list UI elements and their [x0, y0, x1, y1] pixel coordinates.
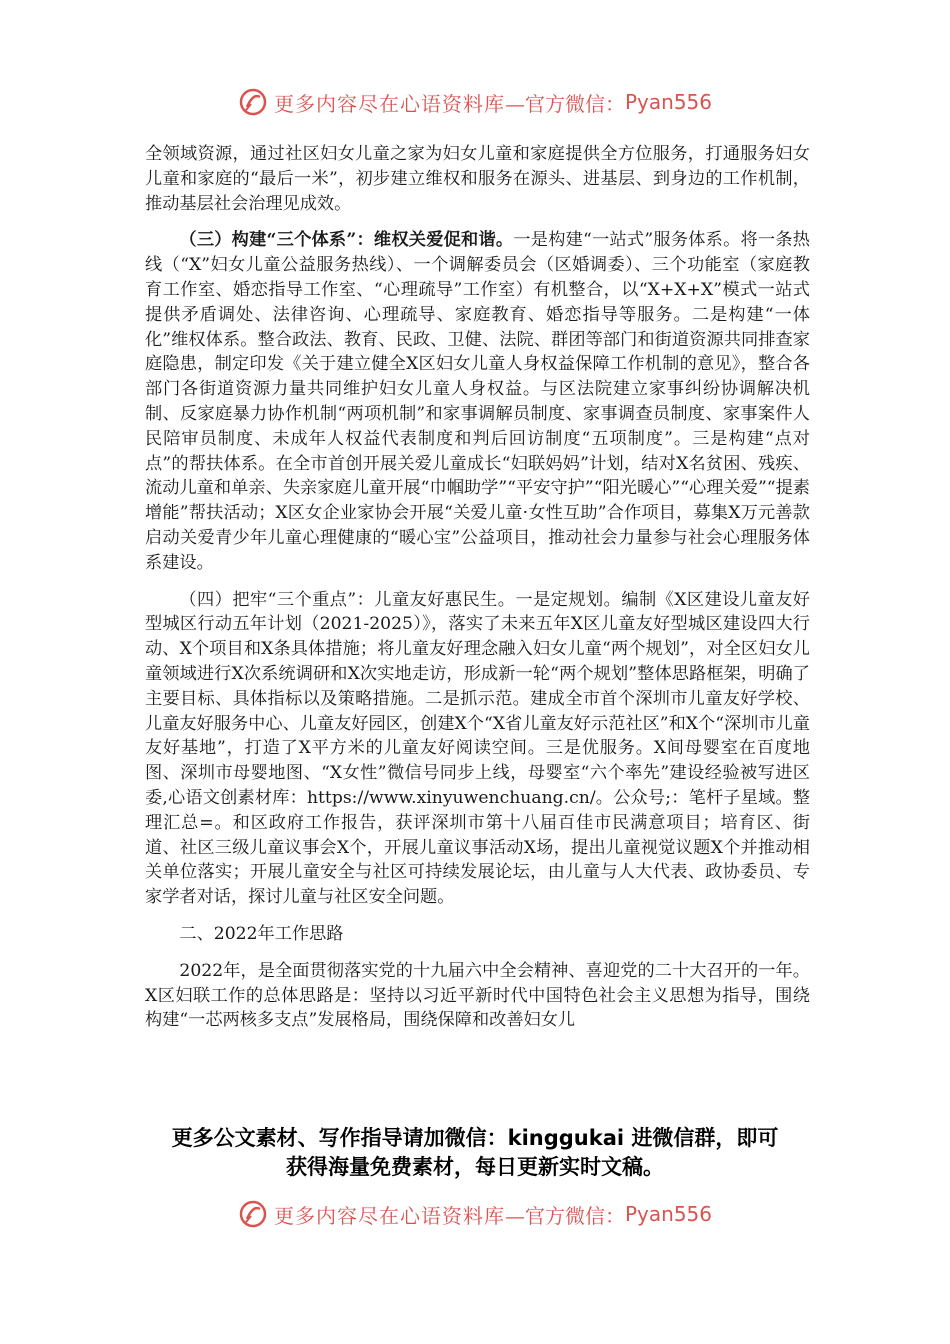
- section-heading: 二、2022年工作思路: [179, 923, 344, 944]
- banner-separator: —官方微信：: [504, 1203, 625, 1228]
- paragraph-2022-plan: 2022年，是全面贯彻落实党的十九届六中全会精神、喜迎党的二十大召开的一年。X区妇联工作的总体思路是：坚持以习近平新时代中国特色社会主义思想为指导，围绕构建“一芯两核多支点”发展格局，围绕保障和改善妇女儿: [145, 960, 810, 1031]
- paragraph-body: 一是构建“一站式”服务体系。将一条热线（“X”妇女儿童公益服务热线）、一个调解委员会（区婚调委）、三个功能室（家庭教育工作室、婚恋指导工作室、“心理疏导”工作室）有机整合，以“X+X+X”模式一站式提供矛盾调处、法律咨询、心理疏导、家庭教育、婚恋指导等服务。二是构建“一体化”维权体系。整合政法、教育、民政、卫健、法院、群团等部门和街道资源共同排查家庭隐患，制定印发《关于建立健全X区妇女儿童人身权益保障工作机制的意见》，整合各部门各街道资源力量共同维护妇女儿童人身权益。与区法院建立家事纠纷协调解决机制、反家庭暴力协作机制“两项机制”和家事调解员制度、家事调查员制度、家事案件人民陪审员制度、未成年人权益代表制度和判后回访制度“五项制度”。三是构建“点对点”的帮扶体系。在全市首创开展关爱儿童成长“妇联妈妈”计划，结对X名贫困、残疾、流动儿童和单亲、失亲家庭儿童开展“巾帼助学”“平安守护”“阳光暖心”“心理关爱”“提素增能”帮扶活动；X区女企业家协会开展“关爱儿童·女性互助”合作项目，募集X万元善款启动关爱青少年儿童心理健康的“暖心宝”公益项目，推动社会力量参与社会心理服务体系建设。: [145, 230, 810, 573]
- paragraph-three-focus: （四）把牢“三个重点”：儿童友好惠民生。一是定规划。编制《X区建设儿童友好型城区行动五年计划（2021-2025）》，落实了未来五年X区儿童友好型城区建设四大行动、X个项目和X条具体措施；将儿童友好理念融入妇女儿童“两个规划”，对全区妇女儿童领域进行X次系统调研和X次实地走访，形成新一轮“两个规划”整体思路框架，明确了主要目标、具体指标以及策略措施。二是抓示范。建成全市首个深圳市儿童友好学校、儿童友好服务中心、儿童友好园区，创建X个“X省儿童友好示范社区”和X个“深圳市儿童友好基地”，打造了X平方米的儿童友好阅读空间。三是优服务。X间母婴室在百度地图、深圳市母婴地图、“X女性”微信号同步上线，母婴室“六个率先”建设经验被写进区委,心语文创素材库：https://www.xinyuwenchuang.cn/。公众号;：笔杆子星域。整理汇总=。和区政府工作报告，获评深圳市第十八届百佳市民满意项目；培育区、街道、社区三级儿童议事会X个，开展儿童议事活动X场，提出儿童视觉议题X个并推动相关单位落实；开展儿童安全与社区可持续发展论坛，由儿童与人大代表、政协委员、专家学者对话，探讨儿童与社区安全问题。: [145, 589, 810, 908]
- banner-separator: —官方微信：: [504, 91, 625, 116]
- banner-text: 更多内容尽在心语资料库: [273, 1203, 505, 1228]
- paragraph-continuation: 全领域资源，通过社区妇女儿童之家为妇女儿童和家庭提供全方位服务，打通服务妇女儿童和家庭的“最后一米”，初步建立维权和服务在源头、进基层、到身边的工作机制，推动基层社会治理见成效。: [145, 144, 810, 214]
- banner-wechat-id: Pyan556: [624, 1202, 712, 1226]
- promo-line-1: 更多公文素材、写作指导请加微信：kinggukai 进微信群，即可: [171, 1126, 779, 1150]
- document-body: [145, 142, 810, 1045]
- banner-text: 更多内容尽在心语资料库: [273, 91, 505, 116]
- banner-wechat-id: Pyan556: [624, 90, 712, 114]
- paragraph-three-systems: [145, 228, 810, 575]
- promo-notice: [100, 1124, 850, 1182]
- header-watermark-banner: [0, 82, 950, 122]
- paragraph-lead-heading: （三）构建“三个体系”：维权关爱促和谐。: [179, 230, 514, 251]
- brand-logo-icon: [238, 1199, 268, 1229]
- brand-logo-icon: [238, 87, 268, 117]
- promo-line-2: 获得海量免费素材，每日更新实时文稿。: [286, 1155, 664, 1179]
- footer-watermark-banner: [0, 1194, 950, 1234]
